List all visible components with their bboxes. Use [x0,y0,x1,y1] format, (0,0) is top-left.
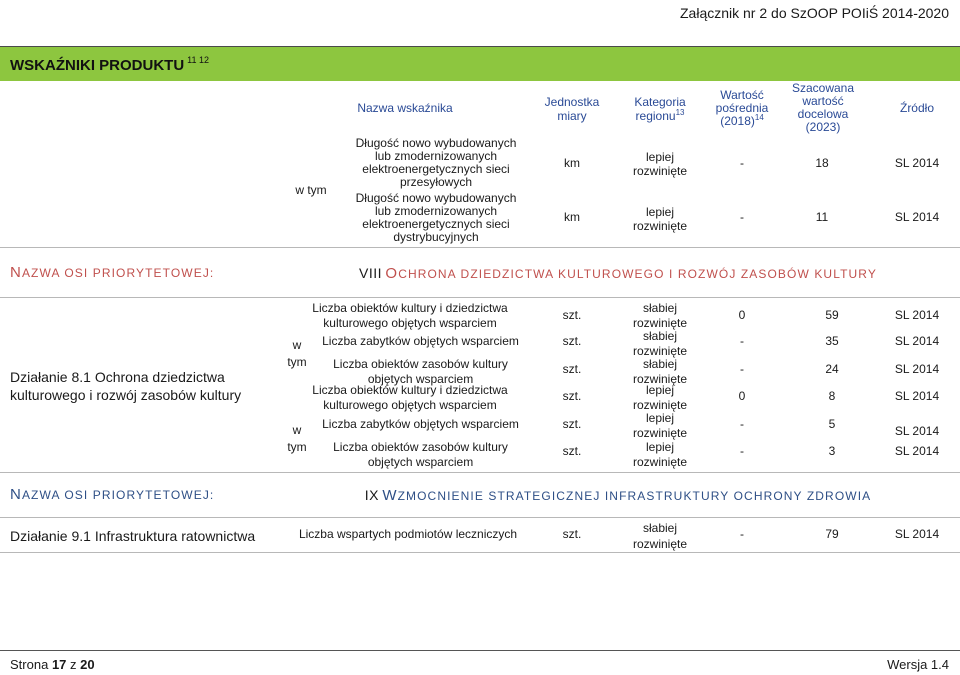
indicator-name: Długość nowo wybudowanych lub zmodernizowanych elektroenergetycznych sieci przesyłowych [355,136,517,189]
priority-axis-8-name: OCHRONA DZIEDZICTWA KULTUROWEGO I ROZWÓJ ZASOBÓW KULTURY [385,265,877,282]
priority-axis-8-label [10,265,214,281]
indicator-target-value: 11 [815,210,829,224]
sub-label-w-tym: w tym [295,183,327,197]
document-version: Wersja 1.4 [887,657,949,672]
indicator-region: lepiej rozwinięte [632,411,688,440]
indicator-region: słabiej rozwinięte [632,357,688,386]
indicator-unit: km [564,210,580,224]
priority-axis-9-label-text: NAZWA OSI PRIORYTETOWEJ: [10,486,215,503]
page-of-label: z [70,657,77,672]
indicator-source: SL 2014 [894,156,940,170]
table-rule [0,297,960,298]
indicator-target-value: 3 [828,444,836,458]
section-title [10,57,209,75]
indicator-region: słabiej rozwinięte [632,521,688,551]
column-header-source: Źródło [899,101,934,115]
indicator-name: Liczba obiektów zasobów kultury objętych wsparciem [333,357,508,386]
indicator-unit: szt. [562,444,582,458]
table-rule [0,552,960,553]
priority-axis-9-name: WZMOCNIENIE STRATEGICZNEJ INFRASTRUKTURY OCHRONY ZDROWIA [382,487,872,504]
total-pages: 20 [80,657,95,672]
indicator-name: Liczba obiektów kultury i dziedzictwa kulturowego objętych wsparciem [312,301,508,330]
priority-axis-8-number: VIII [359,265,383,281]
indicator-target-value: 59 [825,308,839,322]
indicator-interim-value: - [740,527,744,541]
table-rule [0,247,960,248]
indicator-name: Długość nowo wybudowanych lub zmodernizowanych elektroenergetycznych sieci dystrybucyjnych [355,191,517,244]
indicator-source: SL 2014 [894,210,940,224]
indicator-source: SL 2014 [894,334,940,348]
column-header-region [620,95,700,123]
action-8-1-name: Działanie 8.1 Ochrona dziedzictwa kulturowego i rozwój zasobów kultury [10,369,242,403]
table-rule [0,517,960,518]
footer-rule [0,650,960,651]
indicator-region: lepiej rozwinięte [632,383,688,412]
document-header-note: Załącznik nr 2 do SzOOP POIiŚ 2014-2020 [680,5,949,21]
indicator-target-value: 24 [825,362,839,376]
column-header-interim-footnote: 14 [754,113,764,122]
indicator-unit: szt. [562,334,582,348]
indicator-unit: km [564,156,580,170]
indicator-source: SL 2014 [894,444,940,458]
indicator-target-value: 35 [825,334,839,348]
column-header-interim-label: Wartość pośrednia (2018) [715,88,769,128]
page-label: Strona [10,657,49,672]
indicator-target-value: 5 [828,417,836,431]
indicator-source: SL 2014 [894,308,940,322]
indicator-unit: szt. [562,362,582,376]
column-header-region-label: Kategoria regionu [634,95,686,123]
indicator-interim-value: - [740,417,744,431]
column-header-indicator-name: Nazwa wskaźnika [357,101,453,115]
indicator-interim-value: - [740,444,744,458]
indicator-source: SL 2014 [894,389,940,403]
indicator-unit: szt. [562,417,582,431]
indicator-name: Liczba wspartych podmiotów leczniczych [298,527,518,541]
indicator-interim-value: - [740,362,744,376]
indicator-unit: szt. [562,527,582,541]
table-rule [0,472,960,473]
priority-axis-9-number: IX [364,487,379,503]
section-title-text: WSKAŹNIKI PRODUKTU [10,57,185,74]
sub-label-w-tym: w tym [287,338,307,369]
indicator-region: lepiej rozwinięte [632,440,688,469]
indicator-target-value: 79 [825,527,839,541]
indicator-name: Liczba obiektów kultury i dziedzictwa kulturowego objętych wsparciem [312,383,508,412]
page-number [10,657,95,673]
indicator-target-value: 8 [828,389,836,403]
indicator-unit: szt. [562,389,582,403]
indicator-region: lepiej rozwinięte [632,205,688,233]
indicator-region: słabiej rozwinięte [632,301,688,330]
indicator-unit: szt. [562,308,582,322]
indicator-region: lepiej rozwinięte [632,150,688,178]
priority-axis-9-label [10,487,214,503]
priority-axis-8-title [350,265,886,282]
indicator-name: Liczba obiektów zasobów kultury objętych wsparciem [333,440,508,469]
indicator-source: SL 2014 [894,424,940,438]
column-header-unit: Jednostka miary [544,95,600,123]
indicator-interim-value: - [740,156,744,170]
sub-label-w-tym: w tym [287,423,307,454]
indicator-region: słabiej rozwinięte [632,329,688,358]
action-9-1-name: Działanie 9.1 Infrastruktura ratownictwa [10,528,256,544]
indicator-interim-value: - [740,334,744,348]
column-header-interim-value [712,89,772,128]
indicator-name: Liczba zabytków objętych wsparciem [322,334,519,348]
column-header-target-value: Szacowana wartość docelowa (2023) [791,81,855,134]
indicator-target-value: 18 [815,156,829,170]
priority-axis-8-label-text: NAZWA OSI PRIORYTETOWEJ: [10,264,215,281]
indicator-interim-value: 0 [738,308,746,322]
priority-axis-9-title [350,487,886,504]
section-title-footnotes: 11 12 [187,55,210,65]
indicator-source: SL 2014 [894,527,940,541]
column-header-region-footnote: 13 [675,108,685,117]
current-page: 17 [51,657,67,672]
indicator-name: Liczba zabytków objętych wsparciem [322,417,519,431]
indicator-interim-value: 0 [738,389,746,403]
indicator-interim-value: - [740,210,744,224]
indicator-source: SL 2014 [894,362,940,376]
